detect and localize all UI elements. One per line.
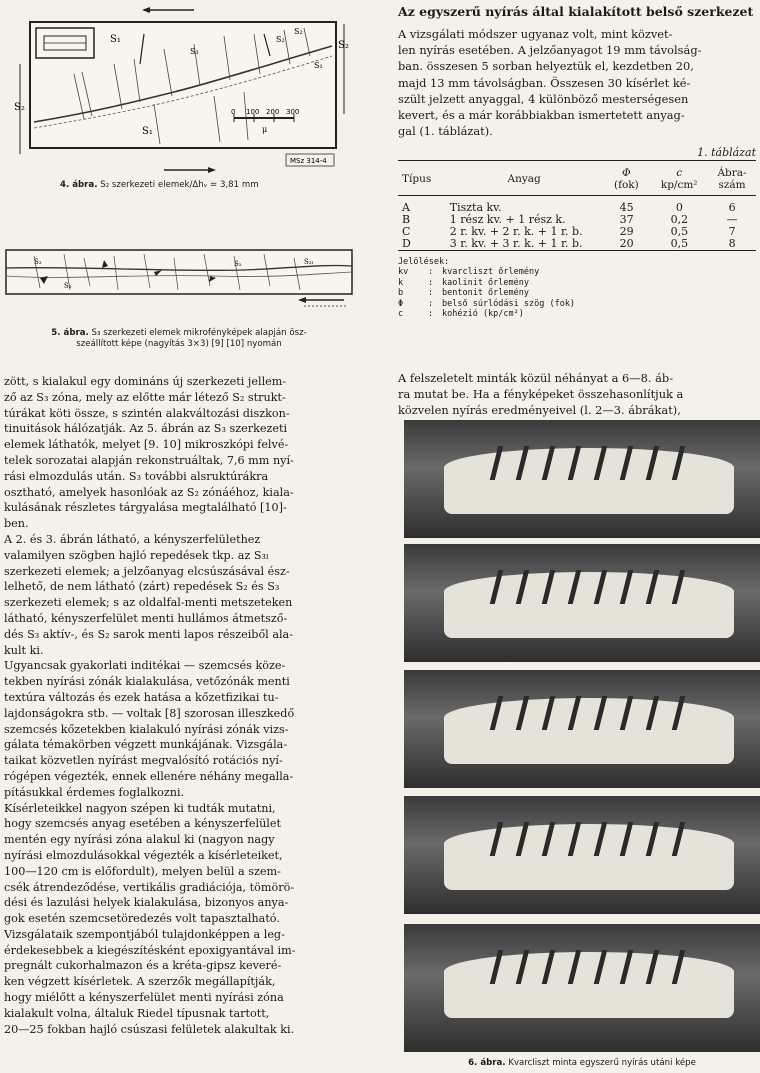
table-cell: 20 xyxy=(619,237,634,250)
left-column-text xyxy=(4,374,356,1037)
table-cell: 3 r. kv. + 3 r. k. + 1 r. b. xyxy=(449,237,583,250)
text-line: rási elmozdulás után. S₃ további alsruktúrákra xyxy=(4,469,269,483)
text-line: telek sorozatai alapján rekonstruáltak, 7,6 mm nyí- xyxy=(4,453,294,467)
legend-cell: : xyxy=(428,267,434,278)
right-intro-paragraph xyxy=(398,26,756,139)
text-line: hogy szemcsés anyag esetében a kényszerfelület xyxy=(4,817,281,831)
figure-stamp: MSz 314-4 xyxy=(290,157,327,165)
table-cell: D xyxy=(402,237,411,250)
table-cell: Tiszta kv. xyxy=(449,201,502,214)
legend-title: Jelölések: xyxy=(398,257,450,267)
fig4-label: S₂ xyxy=(14,102,25,113)
table-title xyxy=(398,146,756,159)
sample-slice xyxy=(444,448,734,514)
table-cell: 0,2 xyxy=(670,213,689,226)
table-header xyxy=(398,167,756,191)
text-line: kult ki. xyxy=(4,643,44,657)
text-line: szerkezeti elemek; s az oldalfal-menti metszeteken xyxy=(4,596,293,610)
scale-tick-label: 300 xyxy=(286,108,300,116)
caption-text: szeállított képe (nagyítás 3×3) [9] [10] nyomán xyxy=(76,339,282,349)
col-header: Φ (fok) xyxy=(613,167,639,191)
text-line: mentén egy nyírási zóna alakul ki (nagyon nagy xyxy=(4,833,275,847)
text-line: zött, s kialakul egy domináns új szerkezeti jellem- xyxy=(4,375,287,388)
sample-photo xyxy=(404,796,760,914)
text-line: kevert, és a már korábbiakban ismertetett anyag- xyxy=(398,108,685,123)
fig4-label: S₂ xyxy=(276,35,285,44)
text-line: túrákat köti össze, s szintén alakváltozási diszkon- xyxy=(4,406,290,420)
caption-number: 5. ábra. xyxy=(51,328,89,338)
text-line: A vizsgálati módszer ugyanaz volt, mint közvet- xyxy=(398,27,673,41)
text-line: ben. xyxy=(4,517,29,531)
table-cell: 29 xyxy=(619,225,634,238)
caption-number: 6. ábra. xyxy=(468,1058,506,1068)
text-line: ban. összesen 5 sorban helyeztük el, kezdetben 20, xyxy=(398,59,694,74)
col-header: Típus xyxy=(402,173,432,185)
figure-5-caption xyxy=(4,328,354,350)
table-cell: 8 xyxy=(728,237,736,250)
text-line: Ugyancsak gyakorlati inditékai — szemcsés köze- xyxy=(4,659,286,673)
text-line: gal (1. táblázat). xyxy=(398,124,493,139)
legend-cell: belső súrlódási szög (fok) xyxy=(442,298,576,309)
sample-slice xyxy=(444,952,734,1018)
table-1 xyxy=(398,160,756,319)
figure-4-diagram xyxy=(14,4,350,174)
text-line: kialakult volna, általuk Riedel típusnak tartott, xyxy=(4,1006,270,1020)
table-legend xyxy=(398,257,756,319)
text-line: tekben nyírási zónák kialakulása, vetőzónák menti xyxy=(4,675,290,689)
table-cell: 7 xyxy=(728,225,736,238)
text-line: 100—120 cm is előfordult), melyen belül a szem- xyxy=(4,864,281,878)
text-line: csék átrendeződése, vertikális gradiációja, tömörö- xyxy=(4,880,295,894)
text-line: dés S₃ aktív-, és S₂ sarok menti lapos részeiből ala- xyxy=(4,627,294,641)
caption-text: S₂ szerkezeti elemek/Δhᵥ = 3,81 mm xyxy=(100,180,259,190)
text-line: pításukkal érdemes foglalkozni. xyxy=(4,785,185,799)
legend-row xyxy=(398,299,756,309)
text-line: 20—25 fokban hajló csúszasi felületek alakultak ki. xyxy=(4,1022,295,1036)
legend-cell: kvarcliszt őrlemény xyxy=(442,267,540,278)
table-cell: — xyxy=(726,213,738,226)
figure-5 xyxy=(4,246,354,318)
legend-cell: Φ xyxy=(398,298,404,309)
table-cell: 0 xyxy=(675,201,683,214)
figure-4-caption xyxy=(60,180,350,191)
fig4-label: S₁ xyxy=(110,34,121,45)
table-cell: 0,5 xyxy=(670,237,689,250)
sample-slice xyxy=(444,698,734,764)
text-line: ken végzett kísérletek. A szerzők megállapítják, xyxy=(4,975,276,989)
table-cell: 2 r. kv. + 2 r. k. + 1 r. b. xyxy=(449,225,583,238)
text-line: taikat közvetlen nyírást megvalósító rotációs nyí- xyxy=(4,754,283,768)
caption-text: Kvarcliszt minta egyszerű nyírás utáni képe xyxy=(508,1058,696,1068)
table-cell: 45 xyxy=(619,201,634,214)
sample-photo xyxy=(404,544,760,662)
figure-6-caption xyxy=(404,1058,760,1069)
legend-row xyxy=(398,267,756,277)
legend-cell: : xyxy=(428,277,434,288)
table-cell: A xyxy=(402,201,410,214)
scale-tick-label: 0 xyxy=(231,108,236,116)
text-line: közvelen nyírás eredményeivel (l. 2—3. ábrákat), xyxy=(398,403,681,418)
text-line: nyírási elmozdulásokkal végezték a kísérleteiket, xyxy=(4,848,283,862)
legend-row xyxy=(398,278,756,288)
right-paragraph-2 xyxy=(398,370,756,419)
text-line: len nyírás esetében. A jelzőanyagot 19 mm távolság- xyxy=(398,43,702,58)
text-line: kulásának részletes tárgyalása megtalálható [10]- xyxy=(4,501,287,515)
text-line: pregnált cukorhalmazon és a kréta-gipsz keveré- xyxy=(4,959,282,973)
legend-cell: : xyxy=(428,298,434,309)
text-line: lelhető, de nem látható (zárt) repedések S₂ és S₃ xyxy=(4,580,280,594)
text-line: szült jelzett anyaggal, 4 különböző mesterségesen xyxy=(398,91,689,106)
fig4-label: S₃ xyxy=(190,47,199,56)
text-line: látható, kényszerfelület menti hullámos átmetsző- xyxy=(4,611,288,625)
col-header: Ábra- szám xyxy=(717,167,747,191)
fig4-label: S₂ xyxy=(294,27,303,36)
text-line: ző az S₃ zóna, mely az előtte már létező S₂ strukt- xyxy=(4,390,286,404)
table-title-text: 1. táblázat xyxy=(697,146,756,159)
legend-cell: b xyxy=(398,288,404,299)
text-line: szerkezeti elemek; a jelzőanyag elcsúszásával ész- xyxy=(4,564,290,578)
legend-cell: : xyxy=(428,309,434,320)
table-cell: 6 xyxy=(728,201,736,214)
fig5-label: S₂ xyxy=(64,282,72,290)
sample-photo xyxy=(404,924,760,1052)
legend-cell: kohézió (kp/cm²) xyxy=(442,309,524,320)
col-header: c kp/cm² xyxy=(660,167,698,191)
text-line: rógépen végezték, ennek ellenére néhány megalla- xyxy=(4,769,294,783)
figure-4 xyxy=(14,4,350,174)
text-line: tinuitások hálózatják. Az 5. ábrán az S₃ szerkezeti xyxy=(4,422,288,436)
fig4-label: S₁ xyxy=(314,61,323,70)
text-line: gok esetén szemcsetöredezés volt tapasztalható. xyxy=(4,912,280,926)
scale-tick-label: 200 xyxy=(266,108,280,116)
text-line: majd 13 mm távolságban. Összesen 30 kísérlet ké- xyxy=(398,75,691,90)
text-line: lajdonságokra stb. — voltak [8] szorosan illeszkedő xyxy=(4,706,295,720)
fig5-label: S₃ xyxy=(34,258,42,266)
scale-unit: μ xyxy=(262,125,268,134)
text-line: osztható, amelyek hasonlóak az S₂ zónáéhoz, kiala- xyxy=(4,485,294,499)
text-line: szemcsés kőzetekben kialakuló nyírási zónák vizs- xyxy=(4,722,289,736)
fig5-label: S₂ xyxy=(234,260,242,268)
legend-row xyxy=(398,288,756,298)
text-line: Kísérleteikkel nagyon szépen ki tudták mutatni, xyxy=(4,801,276,815)
legend-cell: : xyxy=(428,288,434,299)
table-body xyxy=(398,202,756,251)
legend-cell: kaolinit őrlemény xyxy=(442,277,529,288)
text-line: érdekesebbek a kiegészítésként epoxigyantával im- xyxy=(4,943,296,957)
table-cell: 0,5 xyxy=(670,225,689,238)
legend-cell: bentonit őrlemény xyxy=(442,288,529,299)
fig5-label: S₃ₗ xyxy=(304,258,314,266)
text-line: Vizsgálataik szempontjából tulajdonképpen a leg- xyxy=(4,927,285,941)
table-cell: B xyxy=(402,213,411,226)
col-header: Anyag xyxy=(507,173,541,185)
text-line: A 2. és 3. ábrán látható, a kényszerfelülethez xyxy=(4,532,261,546)
text-line: textúra változás és ezek hatása a kőzetfizikai tu- xyxy=(4,690,279,704)
fig4-label: S₂ xyxy=(338,40,349,51)
sample-photo xyxy=(404,420,760,538)
table-cell: 1 rész kv. + 1 rész k. xyxy=(449,213,566,226)
section-heading: Az egyszerű nyírás által kialakított belső szerkezet xyxy=(398,4,754,19)
text-line: gálata témakörben végzett munkájának. Vizsgála- xyxy=(4,738,288,752)
caption-text: S₃ szerkezeti elemek mikrofényképek alapján ösz- xyxy=(91,328,307,338)
sample-photo xyxy=(404,670,760,788)
legend-cell: c xyxy=(398,309,404,320)
table-row xyxy=(398,238,756,251)
text-line: valamilyen szögben hajló repedések tkp. az S₃ₗ xyxy=(4,548,269,562)
legend-cell: k xyxy=(398,277,404,288)
text-line: ra mutat be. Ha a fényképeket összehasonlítjuk a xyxy=(398,387,684,402)
sample-slice xyxy=(444,572,734,638)
legend-row xyxy=(398,309,756,319)
scale-tick-label: 100 xyxy=(246,108,260,116)
table-cell: C xyxy=(402,225,411,238)
table-cell: 37 xyxy=(619,213,634,226)
sample-slice xyxy=(444,824,734,890)
text-line: A felszeletelt minták közül néhányat a 6—8. áb- xyxy=(398,371,674,385)
figure-5-diagram xyxy=(4,246,354,318)
text-line: hogy miélőtt a kényszerfelület menti nyírási zóna xyxy=(4,991,284,1005)
text-line: elemek láthatók, melyet [9. 10] mikroszkópi felvé- xyxy=(4,438,289,452)
text-line: dési és lazulási helyek kialakulása, bizonyos anya- xyxy=(4,896,289,910)
legend-cell: kv xyxy=(398,267,409,278)
caption-number: 4. ábra. xyxy=(60,180,98,190)
fig4-label: S₁ xyxy=(142,126,153,137)
figure-6-photos xyxy=(404,420,760,1052)
